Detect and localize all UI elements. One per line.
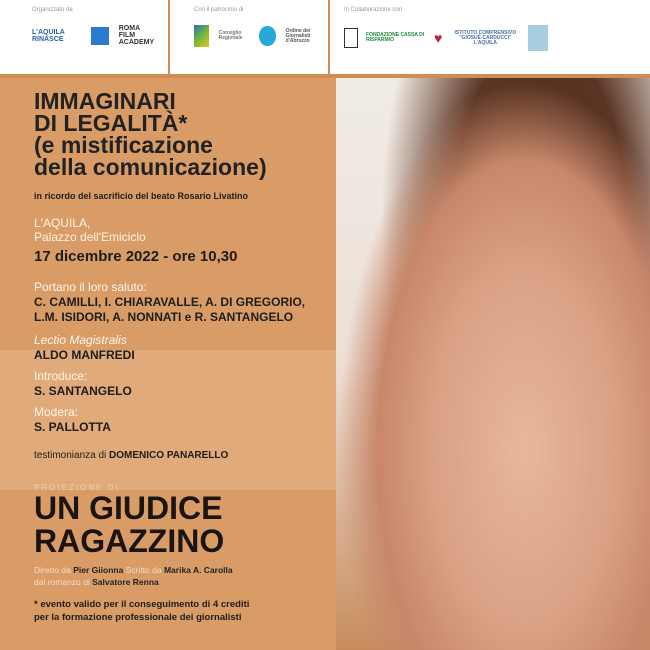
patronage-label: Con il patrocinio di <box>194 7 244 13</box>
ordine-giornalisti-logo: Ordine dei Giornalisti d'Abruzzo <box>285 27 311 44</box>
patronage-section <box>170 0 330 74</box>
film-pre-label: PROIEZIONE DI <box>34 483 120 492</box>
roma-film-logo-icon <box>91 27 109 45</box>
testimony: testimonianza di DOMENICO PANARELLO <box>34 450 229 461</box>
consiglio-regionale-logo: Consiglio Regionale <box>218 30 243 41</box>
venue: L'AQUILA, Palazzo dell'Emiciclo <box>34 216 146 244</box>
credits-note: * evento valido per il conseguimento di 4 crediti per la formazione professionale dei giornalisti <box>34 599 250 623</box>
mod-name: S. PALLOTTA <box>34 420 111 434</box>
lectio-name: ALDO MANFREDI <box>34 348 135 362</box>
collaboration-section <box>330 0 650 74</box>
greetings-names: C. CAMILLI, I. CHIARAVALLE, A. DI GREGORIO, L.M. ISIDORI, A. NONNATI e R. SANTANGELO <box>34 295 306 324</box>
lectio-label: Lectio Magistralis <box>34 333 127 347</box>
intro-label: Introduce: <box>34 369 88 383</box>
heart-logo-icon: ♥ <box>434 30 443 46</box>
organizers-label: Organizzato da <box>32 7 73 13</box>
dedication: in ricordo del sacrificio del beato Rosario Livatino <box>34 191 249 201</box>
roma-film-logo: ROMA FILM ACADEMY <box>118 25 155 46</box>
film-title: UN GIUDICE RAGAZZINO <box>34 490 225 559</box>
intro-name: S. SANTANGELO <box>34 384 132 398</box>
greetings-label: Portano il loro saluto: <box>34 280 147 294</box>
istituto-carducci-logo: ISTITUTO COMPRENSIVO "GIOSUÈ CARDUCCI" L'AQUILA <box>454 29 517 46</box>
sponsor-header <box>0 0 650 77</box>
aquila-rinasce-logo: L'AQUILA RINASCE <box>32 28 65 43</box>
mod-label: Modera: <box>34 405 79 419</box>
film-credits: Diretto da Pier Giionna Scritto da Marika A. Carolla dal romanzo di Salvatore Renna <box>34 565 233 587</box>
event-title: IMMAGINARI DI LEGALITÀ* (e mistificazione della comunicazione) <box>34 88 267 180</box>
event-datetime: 17 dicembre 2022 - ore 10,30 <box>34 248 238 265</box>
regione-logo-icon <box>194 25 209 47</box>
film-still-photo <box>336 78 650 650</box>
comune-crest-icon <box>344 28 358 48</box>
collaboration-label: In Collaborazione con <box>344 7 403 13</box>
ordine-giornalisti-icon <box>259 26 275 46</box>
angel-logo-icon <box>528 25 548 51</box>
poster-text-panel <box>0 78 336 650</box>
fondazione-logo: FONDAZIONE CASSA DI RISPARMIO <box>366 32 425 43</box>
organizers-section <box>0 0 170 74</box>
